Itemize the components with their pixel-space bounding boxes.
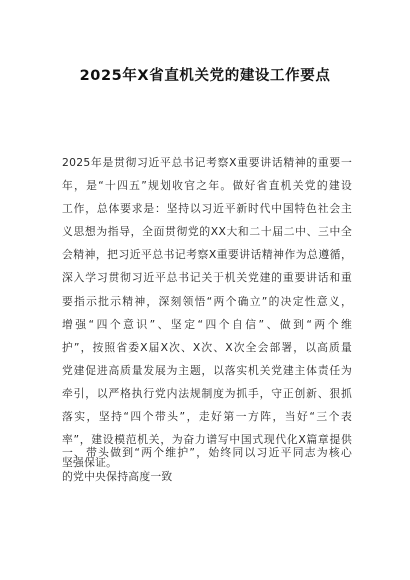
intro-paragraph xyxy=(62,151,352,474)
paragraph-line: 深入学习贯彻习近平总书记关于机关党建的重要讲话和重 xyxy=(62,271,352,285)
paragraph-line: 护”，按照省委X届X次、X次、X次全会部署，以高质量 xyxy=(62,340,352,354)
paragraph-line: 坚强保证。 xyxy=(62,456,118,470)
paragraph-line: 党建促进高质量发展为主题，以落实机关党建主体责任为 xyxy=(62,363,352,377)
paragraph-line: 2025年是贯彻习近平总书记考察X重要讲话精神的重要一 xyxy=(62,156,352,169)
paragraph-line: 年，是“十四五”规划收官之年。做好省直机关党的建设 xyxy=(62,179,352,193)
section-heading xyxy=(62,441,352,488)
paragraph-line: 牵引，以严格执行党内法规制度为抓手，守正创新、狠抓 xyxy=(62,386,352,400)
paragraph-line: 率”，建设模范机关，为奋力谱写中国式现代化X篇章提供 xyxy=(62,433,352,447)
paragraph-line: 增强“四个意识”、坚定“四个自信”、做到“两个维 xyxy=(62,317,352,331)
section-heading-line: 一、带头做到“两个维护”，始终同以习近平同志为核心 xyxy=(62,446,352,459)
section-heading-line: 的党中央保持高度一致 xyxy=(62,469,173,483)
paragraph-line: 会精神，把习近平总书记考察X重要讲话精神作为总遵循， xyxy=(62,248,352,262)
document-title: 2025年X省直机关党的建设工作要点 xyxy=(79,68,331,84)
paragraph-line: 要指示批示精神，深刻领悟“两个确立”的决定性意义， xyxy=(62,294,352,308)
paragraph-line: 义思想为指导，全面贯彻党的XX大和二十届二中、三中全 xyxy=(62,225,352,239)
paragraph-line: 工作，总体要求是：坚持以习近平新时代中国特色社会主 xyxy=(62,202,352,216)
paragraph-line: 落实，坚持“四个带头”，走好第一方阵，当好“三个表 xyxy=(62,410,352,424)
